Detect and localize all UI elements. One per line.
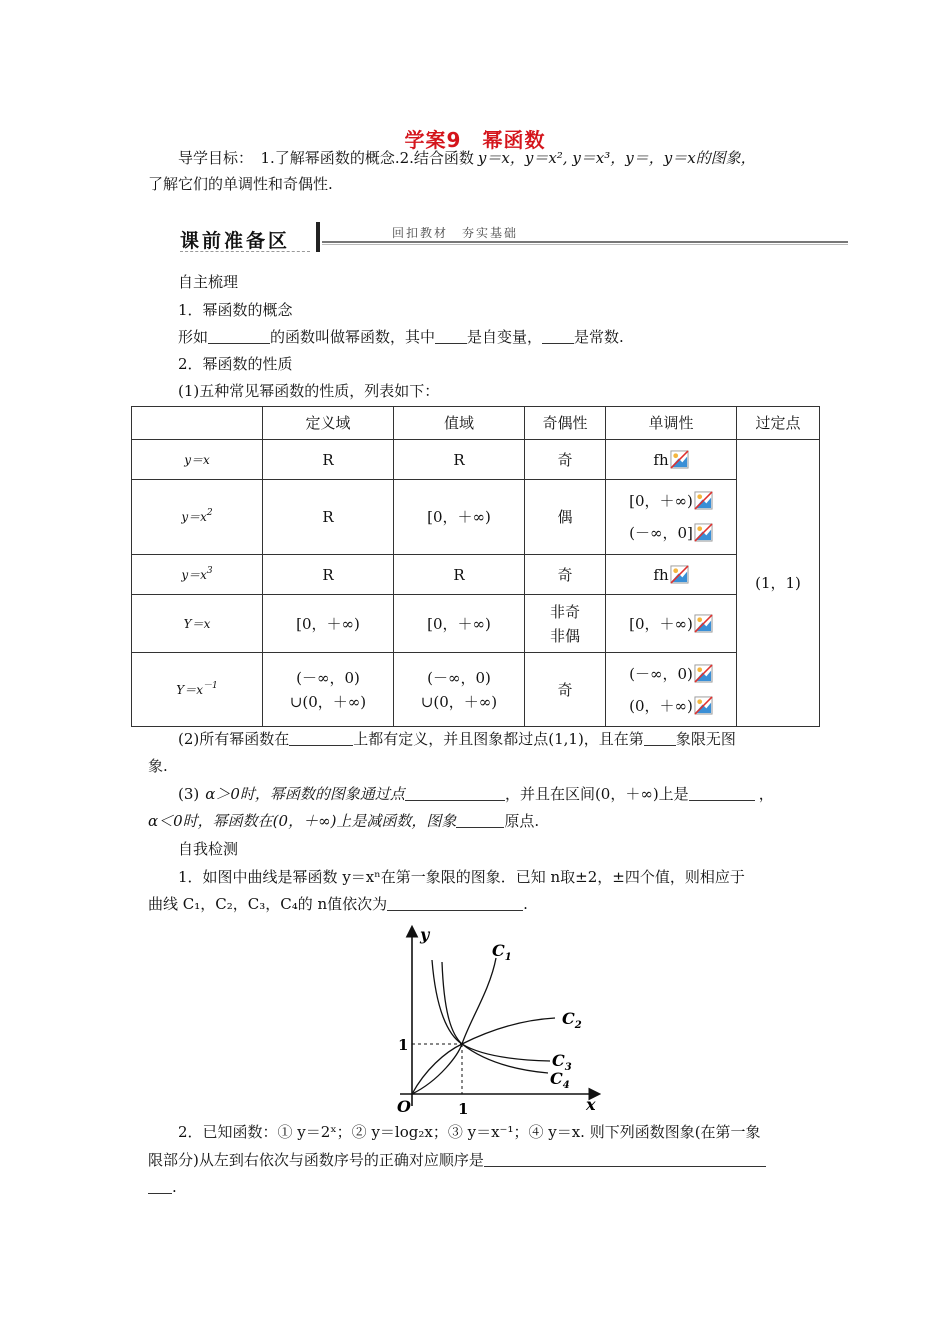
- mono-text: (0，＋∞): [629, 696, 693, 715]
- section-subtitle: 回扣教材 夯实基础: [392, 226, 519, 240]
- question-2-end: .: [172, 1178, 177, 1196]
- blank: [435, 329, 467, 344]
- blank: [208, 329, 270, 344]
- mono-cell: [606, 555, 737, 595]
- question-2-line-1: 2．已知函数：① y＝2ˣ；② y＝log₂x；③ y＝x⁻¹；④ y＝x. 则下列函数图象(在第一象: [178, 1123, 761, 1141]
- item-1-text-c: 是自变量，: [467, 328, 543, 346]
- question-2-text: 限部分)从左到右依次与函数序号的正确对应顺序是: [148, 1151, 484, 1169]
- note-3: [178, 784, 774, 804]
- table-header-row: [132, 407, 820, 440]
- note-2-end: 象.: [148, 757, 168, 775]
- properties-table: [131, 406, 820, 727]
- note-2-c: 象限无图: [675, 730, 736, 748]
- section-rule-light: [322, 244, 848, 245]
- broken-image-icon: [694, 696, 713, 715]
- broken-image-icon: [694, 614, 713, 633]
- axis-y-label: y: [420, 925, 430, 944]
- section-bar: [316, 222, 320, 252]
- mono-text: fh: [653, 450, 669, 469]
- note-3-d: ，: [758, 785, 774, 803]
- domain-cell: (－∞，0) ∪(0，＋∞): [263, 653, 394, 727]
- table-header: 过定点: [737, 407, 820, 440]
- curve-c4: [442, 962, 548, 1073]
- table-header: 奇偶性: [525, 407, 606, 440]
- mono-text: [0，＋∞): [629, 492, 693, 510]
- table-row: [132, 595, 820, 653]
- section-title: 课前准备区: [180, 230, 291, 252]
- note-3-a: (3): [178, 785, 200, 803]
- domain-cell: R: [263, 440, 394, 480]
- blank: [644, 731, 676, 746]
- table-row: [132, 480, 820, 555]
- mono-cell: [606, 653, 737, 727]
- note-3-e: α＜0时，幂函数在(0，＋∞)上是减函数，图象: [148, 812, 457, 830]
- mono-cell: [606, 595, 737, 653]
- blank: [405, 786, 505, 801]
- note-3-f: 原点.: [504, 812, 540, 830]
- fixed-point-cell: (1，1): [737, 440, 820, 727]
- section-rule: [322, 241, 848, 243]
- blank: [456, 813, 504, 828]
- mono-text: fh: [653, 565, 669, 584]
- question-1-text: 曲线 C₁，C₂，C₃，C₄的 n值依次为: [148, 895, 388, 913]
- item-1-title: 1．幂函数的概念: [178, 301, 293, 319]
- tick-y-label: 1: [398, 1036, 409, 1054]
- note-3-b: α＞0时，幂函数的图象通过点: [205, 785, 405, 803]
- curve-c1: [412, 958, 496, 1094]
- range-cell: R: [394, 555, 525, 595]
- table-header: 值域: [394, 407, 525, 440]
- parity-cell: 非奇 非偶: [525, 595, 606, 653]
- domain-cell: R: [263, 555, 394, 595]
- curve-label-c4: $C_4$: [550, 1069, 570, 1091]
- question-2-line-2: [148, 1150, 766, 1170]
- broken-image-icon: [694, 664, 713, 683]
- table-row: [132, 555, 820, 595]
- origin-label: O: [397, 1097, 411, 1116]
- mono-cell: [606, 480, 737, 555]
- range-cell: (－∞，0) ∪(0，＋∞): [394, 653, 525, 727]
- curve-label-c2: $C_2$: [562, 1009, 582, 1031]
- parity-cell: 奇: [525, 653, 606, 727]
- func-cell: y＝x: [132, 440, 263, 480]
- item-2-title: 2．幂函数的性质: [178, 355, 293, 373]
- note-3-c: ，并且在区间(0，＋∞)上是: [504, 785, 689, 803]
- range-cell: [0，＋∞): [394, 480, 525, 555]
- domain-cell: [0，＋∞): [263, 595, 394, 653]
- note-2-a: (2)所有幂函数在: [178, 730, 290, 748]
- table-row: [132, 440, 820, 480]
- mono-text: (－∞，0]: [629, 524, 693, 542]
- broken-image-icon: [670, 450, 689, 469]
- table-header: [132, 407, 263, 440]
- item-2-1: (1)五种常见幂函数的性质，列表如下：: [178, 382, 440, 400]
- range-cell: [0，＋∞): [394, 595, 525, 653]
- goals-functions: y＝x，y＝x², y＝x³，y＝，y＝x的图象，: [477, 149, 756, 167]
- table-header: 单调性: [606, 407, 737, 440]
- axis-x-label: x: [586, 1095, 596, 1114]
- note-2: [178, 729, 736, 749]
- parity-cell: 奇: [525, 440, 606, 480]
- goals-line-1: [178, 148, 756, 168]
- blank: [289, 731, 353, 746]
- goals-prefix: 导学目标： 1.了解幂函数的概念.2.结合函数: [178, 149, 474, 167]
- mono-cell: [606, 440, 737, 480]
- func-cell: $Y=x^{-1}$: [132, 653, 263, 727]
- blank: [542, 329, 574, 344]
- note-3-line-2: [148, 811, 539, 831]
- item-1-text: [178, 327, 624, 347]
- broken-image-icon: [670, 565, 689, 584]
- func-cell: $y=x^3$: [132, 555, 263, 595]
- question-1-end: .: [523, 895, 528, 913]
- item-1-text-b: 的函数叫做幂函数，其中: [270, 328, 436, 346]
- question-1-line-2: [148, 894, 528, 914]
- note-2-b: 上都有定义，并且图象都过点(1,1)，且在第: [353, 730, 644, 748]
- table-row: [132, 653, 820, 727]
- domain-cell: R: [263, 480, 394, 555]
- mono-text: [0，＋∞): [629, 614, 693, 633]
- curve-c2: [412, 1018, 555, 1094]
- goals-line-2: 了解它们的单调性和奇偶性.: [148, 175, 333, 193]
- item-1-text-d: 是常数.: [574, 328, 624, 346]
- curve-label-c3: $C_3$: [552, 1051, 572, 1073]
- page-title: 学案9 幂函数: [404, 128, 546, 152]
- blank: [148, 1179, 172, 1194]
- blank: [484, 1152, 766, 1167]
- tick-x-label: 1: [458, 1100, 469, 1118]
- func-cell: $y=x^2$: [132, 480, 263, 555]
- self-study-heading: 自主梳理: [178, 273, 239, 291]
- mono-text: (－∞，0): [629, 664, 693, 683]
- broken-image-icon: [694, 491, 713, 510]
- parity-cell: 奇: [525, 555, 606, 595]
- question-2-line-3: [148, 1177, 177, 1197]
- func-cell: Y＝x: [132, 595, 263, 653]
- parity-cell: 偶: [525, 480, 606, 555]
- blank: [689, 786, 755, 801]
- question-1-line-1: 1．如图中曲线是幂函数 y＝xⁿ在第一象限的图象．已知 n取±2，±四个值，则相应于: [178, 868, 745, 886]
- power-function-graph: [370, 920, 610, 1120]
- self-check-heading: 自我检测: [178, 840, 239, 858]
- curve-label-c1: $C_1$: [492, 941, 512, 963]
- table-header: 定义域: [263, 407, 394, 440]
- item-1-text-a: 形如: [178, 328, 209, 346]
- blank: [387, 896, 523, 911]
- range-cell: R: [394, 440, 525, 480]
- broken-image-icon: [694, 523, 713, 542]
- section-underline: [180, 251, 310, 252]
